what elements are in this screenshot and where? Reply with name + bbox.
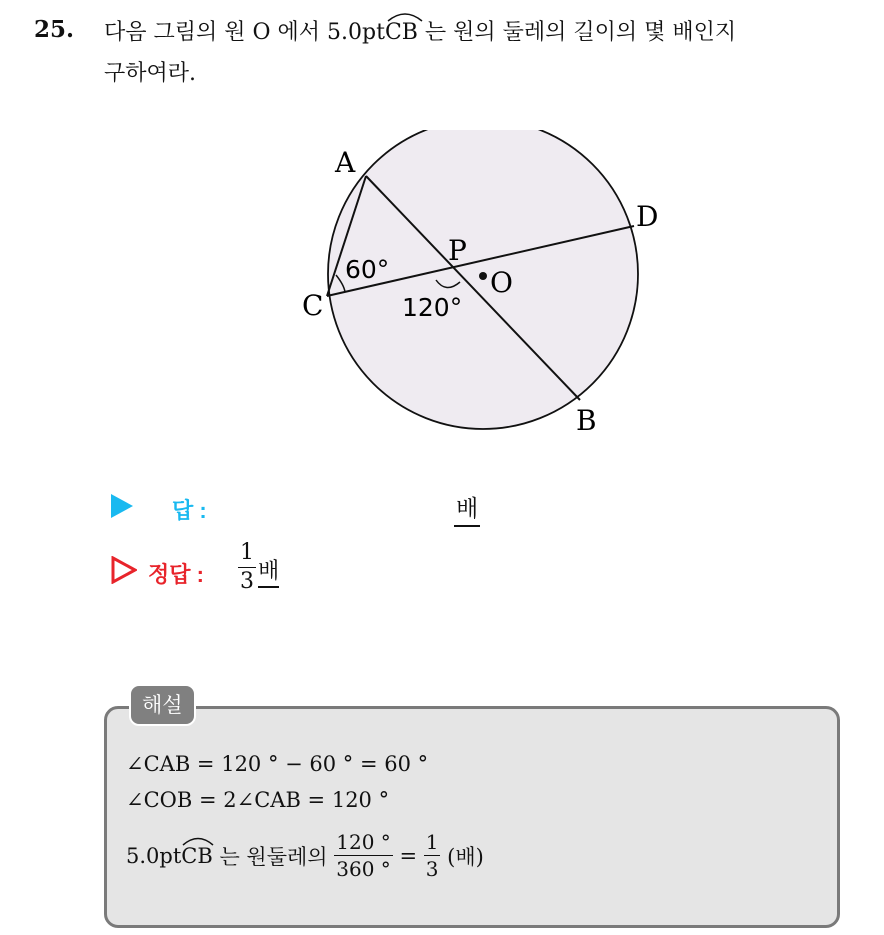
question-line-1 xyxy=(104,15,736,46)
question-text-1: 다음 그림의 원 O 에서 5.0pt xyxy=(104,20,385,45)
solution-arc-label: CB xyxy=(181,843,213,868)
solution-line-1: ∠CAB = 120 ° − 60 ° = 60 ° xyxy=(126,752,429,776)
label-p: P xyxy=(448,234,467,267)
solution-arc-cb xyxy=(181,844,213,868)
center-dot xyxy=(479,272,487,280)
solution-line-3 xyxy=(126,832,484,879)
solution-box xyxy=(104,706,840,928)
arc-mark-icon xyxy=(385,7,425,23)
correct-fraction xyxy=(238,542,256,593)
solution-frac1-den: 360 ° xyxy=(336,857,391,881)
solution-fraction-1 xyxy=(334,832,393,879)
correct-play-outline-icon xyxy=(111,556,137,584)
angle-c-label: 60° xyxy=(345,255,390,284)
label-d: D xyxy=(636,200,659,233)
solution-arc-mark-icon xyxy=(181,831,215,847)
answer-blank[interactable]: 배 xyxy=(454,490,480,527)
solution-suffix: (배) xyxy=(440,844,484,869)
solution-line-2: ∠COB = 2∠CAB = 120 ° xyxy=(126,788,390,812)
correct-denominator: 3 xyxy=(240,569,254,594)
solution-equals: = xyxy=(392,843,424,868)
correct-unit: 배 xyxy=(258,554,279,588)
question-line-2: 구하여라. xyxy=(104,61,197,86)
solution-prefix: 5.0pt xyxy=(126,843,182,868)
label-b: B xyxy=(576,404,597,437)
label-o: O xyxy=(490,266,513,299)
solution-frac1-num: 120 ° xyxy=(336,830,391,854)
question-text-2: 는 원의 둘레의 길이의 몇 배인지 xyxy=(417,20,737,45)
solution-badge: 해설 xyxy=(129,684,196,726)
solution-frac2-den: 3 xyxy=(425,857,439,881)
answer-label: 답 : xyxy=(172,498,207,523)
label-a: A xyxy=(335,146,356,179)
answer-play-icon xyxy=(111,494,133,518)
circle-figure xyxy=(290,130,680,450)
correct-answer xyxy=(238,542,279,593)
arc-label: CB xyxy=(384,20,418,45)
label-c: C xyxy=(302,289,324,322)
correct-numerator: 1 xyxy=(238,542,256,568)
solution-fraction-2 xyxy=(424,832,441,879)
question-number: 25. xyxy=(34,16,75,43)
solution-text: 는 원둘레의 xyxy=(212,844,335,869)
correct-label: 정답 : xyxy=(148,562,204,587)
solution-frac2-num: 1 xyxy=(425,830,439,854)
angle-p-label: 120° xyxy=(402,293,463,322)
arc-cb xyxy=(385,20,418,45)
